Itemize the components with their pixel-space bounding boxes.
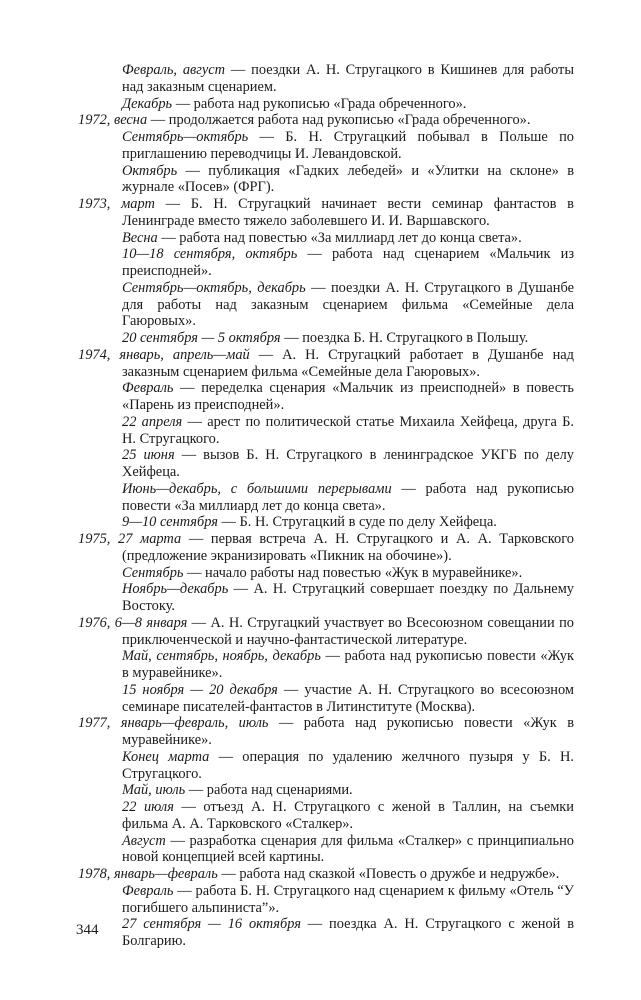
entry-text: — работа над рукописью повести «Жук в муравейнике». bbox=[122, 715, 574, 748]
chronology-year-entry bbox=[78, 112, 574, 129]
page-number: 344 bbox=[76, 922, 99, 938]
entry-date: Июнь—декабрь, с большими перерывами bbox=[122, 480, 392, 497]
entry-text: — работа над повестью «За миллиард лет до конца света». bbox=[157, 229, 522, 246]
entry-text: — поездки А. Н. Стругацкого в Душанбе для работы над заказным сценарием фильма «Семейные дела Гаюровых». bbox=[122, 279, 574, 330]
chronology-entry bbox=[78, 883, 574, 917]
entry-date: Конец марта bbox=[122, 748, 210, 765]
chronology-entry bbox=[78, 447, 574, 481]
entry-date: 15 ноября — 20 декабря bbox=[122, 681, 278, 698]
chronology-entry bbox=[78, 96, 574, 113]
entry-text: — первая встреча А. Н. Стругацкого и А. А. Тарковского (предложение экранизировать «Пикник на обочине»). bbox=[122, 531, 574, 564]
entry-date: 9—10 сентября bbox=[122, 514, 218, 531]
entry-date: 1977, январь—февраль, июль bbox=[78, 715, 269, 732]
entry-date: 27 сентября — 16 октября bbox=[122, 916, 301, 933]
entry-date: Февраль bbox=[122, 380, 174, 397]
chronology-entry bbox=[78, 833, 574, 867]
chronology-entry bbox=[78, 163, 574, 197]
entry-text: — работа над сценариями. bbox=[185, 782, 353, 799]
entry-date: Декабрь bbox=[122, 95, 173, 112]
entry-date: 1975, 27 марта bbox=[78, 531, 182, 547]
chronology-entry bbox=[78, 230, 574, 247]
entry-date: 1974, январь, апрель—май bbox=[78, 346, 250, 363]
chronology-year-entry bbox=[78, 531, 574, 565]
entry-date: 1978, январь—февраль bbox=[78, 866, 218, 882]
entry-text: — отъезд А. Н. Стругацкого с женой в Таллин, на съемки фильма А. А. Тарковского «Сталкер». bbox=[122, 799, 575, 832]
entry-text: — работа над рукописью повести «За миллиард лет до конца света». bbox=[122, 480, 575, 514]
entry-text: — работа над сценарием «Мальчик из преисподней». bbox=[122, 246, 575, 279]
entry-text: — Б. Н. Стругацкий побывал в Польше по приглашению переводчицы И. Левандовской. bbox=[122, 129, 574, 162]
chronology-year-entry bbox=[78, 347, 574, 381]
chronology-entry bbox=[78, 481, 574, 515]
entry-text: — участие А. Н. Стругацкого во всесоюзном семинаре писателей-фантастов в Литинституте (Москва). bbox=[122, 681, 575, 715]
entry-text: — публикация «Гадких лебедей» и «Улитки на склоне» в журнале «Посев» (ФРГ). bbox=[122, 162, 574, 196]
entry-text: — арест по политической статье Михаила Хейфеца, друга Б. Н. Стругацкого. bbox=[122, 413, 574, 447]
entry-text: — начало работы над повестью «Жук в муравейнике». bbox=[183, 564, 523, 581]
entry-date: Август bbox=[122, 832, 166, 849]
chronology-page bbox=[78, 62, 574, 950]
chronology-entry bbox=[78, 129, 574, 163]
entry-text: — продолжается работа над рукописью «Града обреченного». bbox=[147, 112, 531, 129]
chronology-year-entry bbox=[78, 715, 574, 749]
entry-text: — А. Н. Стругацкий работает в Душанбе над заказным сценарием фильма «Семейные дела Гаюровых». bbox=[122, 346, 574, 380]
entry-text: — поездки А. Н. Стругацкого в Кишинев для работы над заказным сценарием. bbox=[122, 62, 574, 95]
chronology-year-entry bbox=[78, 866, 574, 883]
entry-date: Сентябрь—октябрь bbox=[122, 129, 249, 145]
entry-text: — работа Б. Н. Стругацкого над сценарием к фильму «Отель “У погибшего альпиниста”». bbox=[122, 882, 574, 916]
entry-text: — работа над сказкой «Повесть о дружбе и недружбе». bbox=[217, 866, 560, 882]
entry-text: — А. Н. Стругацкий участвует во Всесоюзном совещании по приключенческой и научно-фантастической литературе. bbox=[122, 614, 574, 648]
entry-date: Ноябрь—декабрь bbox=[122, 581, 229, 598]
entry-text: — А. Н. Стругацкий совершает поездку по Дальнему Востоку. bbox=[122, 581, 574, 614]
chronology-year-entry bbox=[78, 196, 574, 230]
entry-text: — вызов Б. Н. Стругацкого в ленинградское УКГБ по делу Хейфеца. bbox=[122, 447, 574, 480]
entry-text: — работа над рукописью «Града обреченного». bbox=[172, 95, 467, 112]
entry-date: Сентябрь—октябрь, декабрь bbox=[122, 279, 306, 296]
chronology-entry bbox=[78, 799, 574, 833]
chronology-entry bbox=[78, 246, 574, 280]
entry-date: 10—18 сентября, октябрь bbox=[122, 246, 298, 263]
chronology-entry bbox=[78, 916, 574, 950]
entry-text: — Б. Н. Стругацкий начинает вести семинар фантастов в Ленинграде вместо тяжело заболевшего И. И. Варшавского. bbox=[122, 196, 574, 229]
chronology-entry bbox=[78, 280, 574, 330]
entry-text: — операция по удалению желчного пузыря у Б. Н. Стругацкого. bbox=[122, 748, 574, 782]
entry-date: Сентябрь bbox=[122, 564, 184, 581]
chronology-entry bbox=[78, 648, 574, 682]
entry-text: — работа над рукописью повести «Жук в муравейнике». bbox=[122, 648, 574, 681]
chronology-entry bbox=[78, 581, 574, 615]
chronology-entry bbox=[78, 682, 574, 716]
chronology-entry bbox=[78, 62, 574, 96]
chronology-year-entry bbox=[78, 615, 574, 649]
chronology-entry bbox=[78, 565, 574, 582]
entry-date: 1972, весна bbox=[78, 112, 148, 129]
chronology-entry bbox=[78, 749, 574, 783]
entry-text: — разработка сценария для фильма «Сталкер» с принципиально новой концепцией всей картины. bbox=[122, 832, 574, 866]
entry-date: 1973, март bbox=[78, 196, 155, 212]
entry-date: Февраль, август bbox=[122, 62, 226, 78]
chronology-entry bbox=[78, 514, 574, 531]
entry-date: 22 апреля bbox=[122, 413, 183, 430]
entry-text: — поездка А. Н. Стругацкого с женой в Болгарию. bbox=[122, 916, 575, 949]
entry-date: Октябрь bbox=[122, 162, 178, 179]
entry-date: 22 июля bbox=[122, 799, 174, 815]
entry-date: 1976, 6—8 января bbox=[78, 614, 188, 631]
entry-date: Весна bbox=[122, 229, 158, 246]
entry-date: 25 июня bbox=[122, 447, 175, 464]
entry-date: Май, июль bbox=[122, 782, 186, 799]
entry-date: Февраль bbox=[122, 882, 174, 899]
chronology-entry bbox=[78, 380, 574, 414]
entry-date: 20 сентября — 5 октября bbox=[122, 330, 281, 346]
entry-text: — поездка Б. Н. Стругацкого в Польшу. bbox=[280, 330, 529, 346]
entry-date: Май, сентябрь, ноябрь, декабрь bbox=[122, 648, 321, 665]
chronology-entry bbox=[78, 782, 574, 799]
entry-text: — Б. Н. Стругацкий в суде по делу Хейфеца. bbox=[217, 514, 497, 531]
chronology-entry bbox=[78, 330, 574, 347]
entry-text: — переделка сценария «Мальчик из преисподней» в повесть «Парень из преисподней». bbox=[122, 380, 574, 413]
chronology-entry bbox=[78, 414, 574, 448]
